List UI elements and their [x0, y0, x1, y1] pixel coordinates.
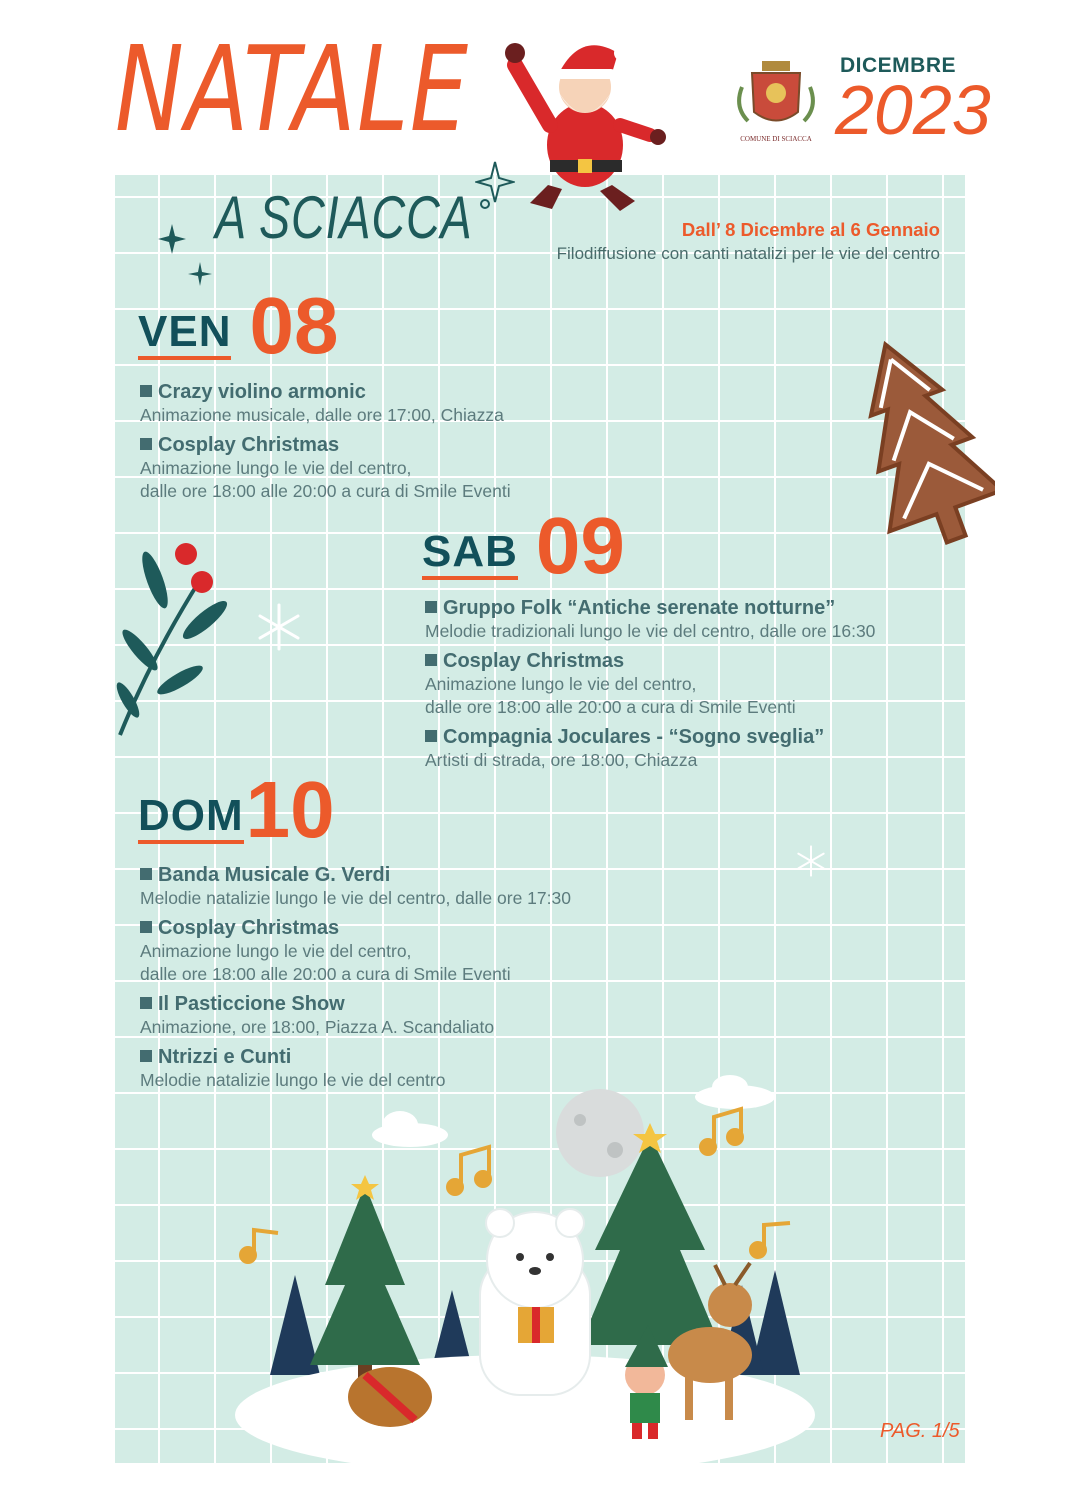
sparkle-icon	[475, 160, 515, 210]
day-number: 08	[249, 281, 339, 370]
event-description: Melodie tradizionali lungo le vie del centro, dalle ore 16:30	[425, 621, 876, 641]
bullet-square-icon	[425, 654, 437, 666]
bullet-square-icon	[140, 868, 152, 880]
bullet-square-icon	[425, 730, 437, 742]
event-description: Melodie natalizie lungo le vie del centro	[140, 1070, 446, 1090]
event-title: Banda Musicale G. Verdi	[158, 864, 391, 886]
day-heading-sab	[422, 501, 625, 590]
event-item	[425, 596, 875, 643]
christmas-tree-icon	[310, 1175, 420, 1383]
event-description: Artisti di strada, ore 18:00, Chiazza	[425, 750, 698, 770]
page-title: NATALE	[115, 20, 470, 158]
event-list-sab	[425, 596, 875, 778]
day-heading-ven	[138, 281, 339, 370]
bullet-square-icon	[425, 601, 437, 613]
day-number: 10	[245, 765, 335, 854]
event-title: Cosplay Christmas	[158, 434, 340, 456]
event-item	[140, 863, 571, 910]
moon-icon	[556, 1089, 644, 1177]
gingerbread-tree-icon	[850, 330, 995, 560]
day-name: SAB	[422, 530, 518, 580]
page-number: PAG. 1/5	[880, 1420, 960, 1442]
snowflake-icon	[795, 845, 827, 877]
event-title: Cosplay Christmas	[158, 917, 340, 939]
period-description: Filodiffusione con canti natalizi per le vie del centro	[556, 244, 940, 263]
event-item	[140, 380, 511, 427]
event-description: Animazione, ore 18:00, Piazza A. Scandaliato	[140, 1017, 495, 1037]
bullet-square-icon	[140, 385, 152, 397]
santa-illustration	[500, 25, 680, 215]
town-crest-logo	[732, 57, 820, 147]
snowflake-icon	[255, 603, 303, 651]
bullet-square-icon	[140, 921, 152, 933]
event-title: Cosplay Christmas	[443, 650, 625, 672]
event-description: Animazione lungo le vie del centro, dalle ore 18:00 alle 20:00 a cura di Smile Eventi	[425, 674, 796, 717]
event-item	[140, 992, 571, 1039]
event-item	[425, 725, 875, 772]
bullet-square-icon	[140, 1050, 152, 1062]
event-list-ven	[140, 380, 511, 509]
sparkle-icon	[158, 222, 218, 292]
event-description: Animazione musicale, dalle ore 17:00, Chiazza	[140, 405, 504, 425]
day-heading-dom	[138, 765, 335, 854]
event-title: Crazy violino armonic	[158, 381, 366, 403]
period-info	[557, 219, 940, 264]
event-title: Ntrizzi e Cunti	[158, 1046, 292, 1068]
gift-box-icon	[348, 1367, 432, 1427]
year-label: 2023	[835, 71, 991, 149]
bullet-square-icon	[140, 997, 152, 1009]
day-name: VEN	[138, 310, 231, 360]
day-name: DOM	[138, 794, 244, 844]
event-description: Animazione lungo le vie del centro, dalle ore 18:00 alle 20:00 a cura di Smile Eventi	[140, 941, 511, 984]
page-subtitle: A SCIACCA	[215, 184, 473, 251]
event-item	[425, 649, 875, 719]
period-range: Dall’ 8 Dicembre al 6 Gennaio	[681, 219, 940, 240]
holly-branch-icon	[110, 540, 240, 740]
month-label: DICEMBRE	[840, 54, 957, 77]
bullet-square-icon	[140, 438, 152, 450]
winter-scene-illustration	[230, 1075, 820, 1475]
day-number: 09	[535, 501, 625, 590]
crest-caption: COMUNE DI SCIACCA	[740, 135, 812, 143]
polar-bear-icon	[480, 1209, 590, 1395]
event-description: Melodie natalizie lungo le vie del centro, dalle ore 17:30	[140, 888, 571, 908]
event-list-dom	[140, 863, 571, 1098]
event-description: Animazione lungo le vie del centro, dalle ore 18:00 alle 20:00 a cura di Smile Eventi	[140, 458, 511, 501]
event-title: Gruppo Folk “Antiche serenate notturne”	[443, 597, 836, 619]
event-title: Compagnia Joculares - “Sogno sveglia”	[443, 726, 825, 748]
event-item	[140, 916, 571, 986]
event-title: Il Pasticcione Show	[158, 993, 345, 1015]
event-item	[140, 433, 511, 503]
